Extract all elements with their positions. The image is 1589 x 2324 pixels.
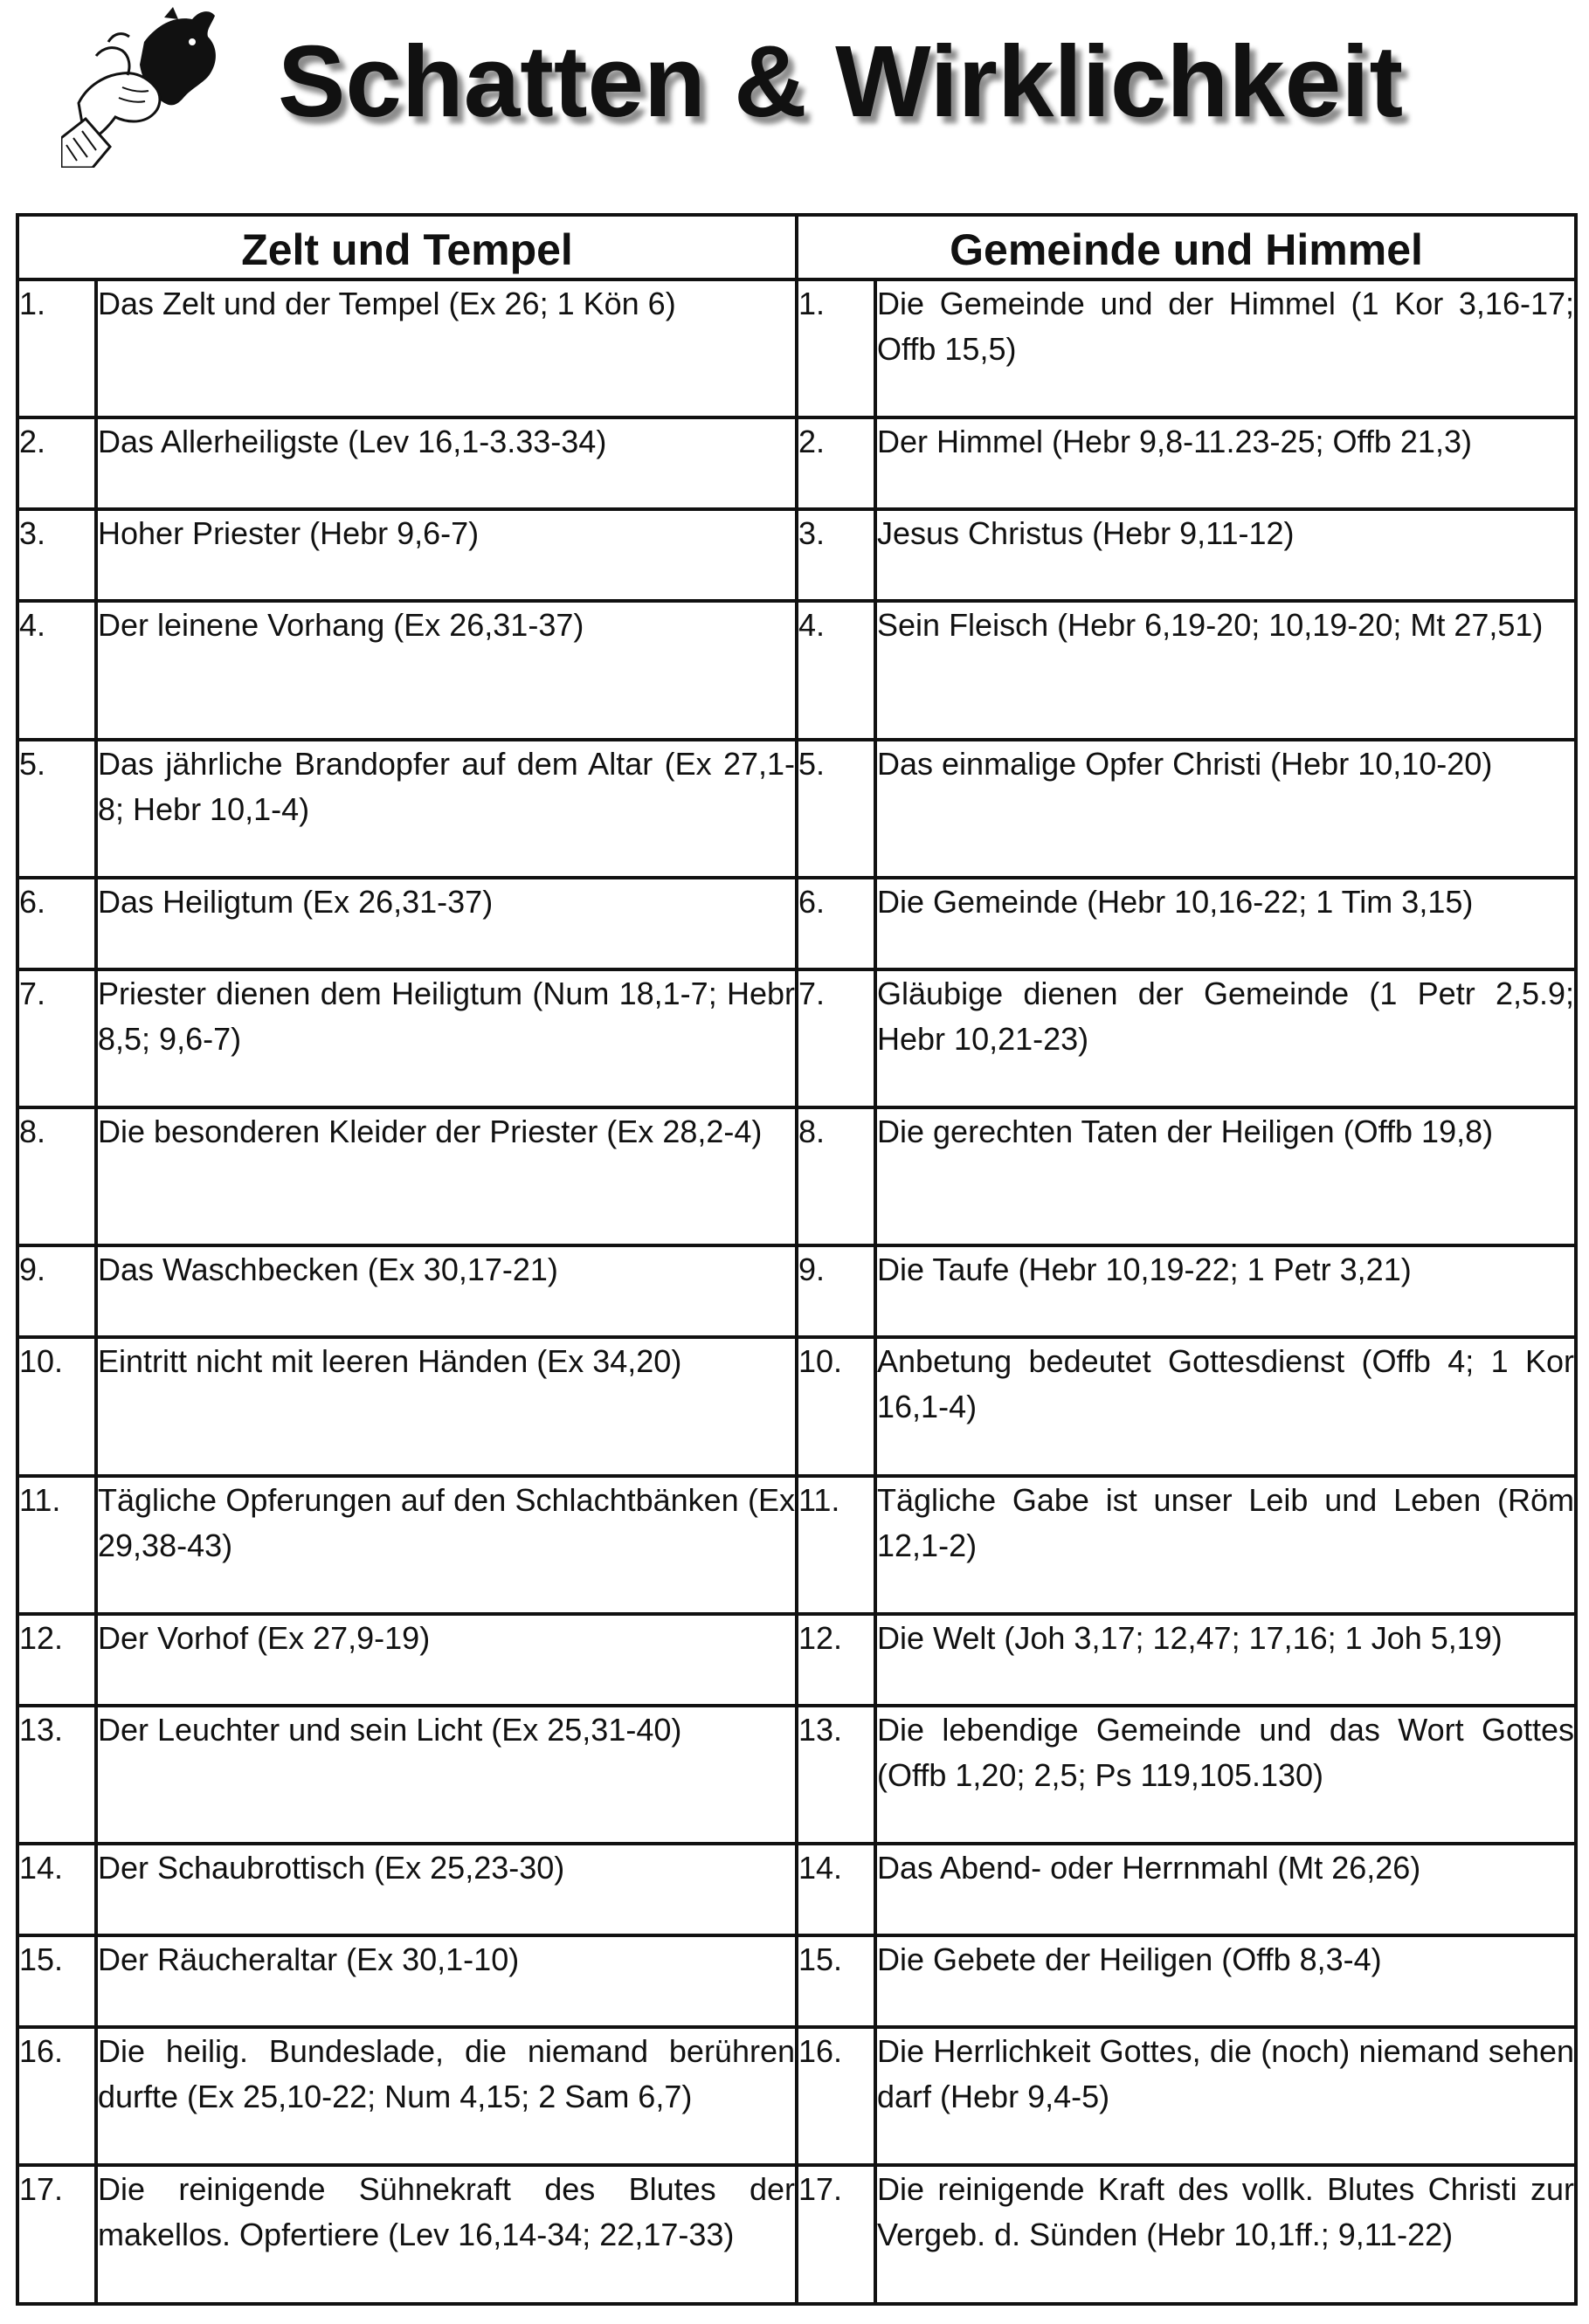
- right-text-cell: Die Gemeinde und der Himmel (1 Kor 3,16-17; Offb 15,5): [875, 279, 1576, 417]
- left-text-cell: Tägliche Opferungen auf den Schlachtbänken (Ex 29,38-43): [96, 1476, 797, 1614]
- right-number-cell: 6.: [797, 878, 875, 969]
- left-text-cell: Der Leuchter und sein Licht (Ex 25,31-40): [96, 1706, 797, 1844]
- right-number-cell: 3.: [797, 509, 875, 601]
- table-row: [17, 1476, 1576, 1614]
- left-number-cell: 3.: [17, 509, 96, 601]
- right-text-cell: Die Taufe (Hebr 10,19-22; 1 Petr 3,21): [875, 1245, 1576, 1337]
- right-text-cell: Die reinigende Kraft des vollk. Blutes Christi zur Vergeb. d. Sünden (Hebr 10,1ff.; 9,11-22): [875, 2165, 1576, 2304]
- table-header-row: [17, 215, 1576, 279]
- right-text-cell: Die Welt (Joh 3,17; 12,47; 17,16; 1 Joh 5,19): [875, 1614, 1576, 1706]
- right-number-cell: 13.: [797, 1706, 875, 1844]
- right-text-cell: Tägliche Gabe ist unser Leib und Leben (Röm 12,1-2): [875, 1476, 1576, 1614]
- right-text-cell: Sein Fleisch (Hebr 6,19-20; 10,19-20; Mt 27,51): [875, 601, 1576, 739]
- table-row: [17, 1614, 1576, 1706]
- left-text-cell: Der Schaubrottisch (Ex 25,23-30): [96, 1844, 797, 1935]
- table-row: [17, 1844, 1576, 1935]
- left-text-cell: Das jährliche Brandopfer auf dem Altar (Ex 27,1-8; Hebr 10,1-4): [96, 740, 797, 878]
- table-row: [17, 969, 1576, 1107]
- right-text-cell: Das Abend- oder Herrnmahl (Mt 26,26): [875, 1844, 1576, 1935]
- table-row: [17, 1245, 1576, 1337]
- left-number-cell: 15.: [17, 1935, 96, 2027]
- left-number-cell: 2.: [17, 417, 96, 509]
- left-text-cell: Das Zelt und der Tempel (Ex 26; 1 Kön 6): [96, 279, 797, 417]
- right-text-cell: Die Gemeinde (Hebr 10,16-22; 1 Tim 3,15): [875, 878, 1576, 969]
- right-column-header: Gemeinde und Himmel: [797, 215, 1576, 279]
- left-number-cell: 4.: [17, 601, 96, 739]
- left-text-cell: Der Vorhof (Ex 27,9-19): [96, 1614, 797, 1706]
- right-text-cell: Der Himmel (Hebr 9,8-11.23-25; Offb 21,3): [875, 417, 1576, 509]
- right-text-cell: Das einmalige Opfer Christi (Hebr 10,10-20): [875, 740, 1576, 878]
- left-text-cell: Eintritt nicht mit leeren Händen (Ex 34,20): [96, 1337, 797, 1475]
- right-number-cell: 1.: [797, 279, 875, 417]
- shadow-puppet-hands-icon: [61, 7, 218, 168]
- comparison-table: [16, 213, 1578, 2306]
- right-text-cell: Die lebendige Gemeinde und das Wort Gottes (Offb 1,20; 2,5; Ps 119,105.130): [875, 1706, 1576, 1844]
- left-text-cell: Priester dienen dem Heiligtum (Num 18,1-7; Hebr 8,5; 9,6-7): [96, 969, 797, 1107]
- left-text-cell: Die heilig. Bundeslade, die niemand berühren durfte (Ex 25,10-22; Num 4,15; 2 Sam 6,7): [96, 2027, 797, 2165]
- table-row: [17, 1935, 1576, 2027]
- right-number-cell: 9.: [797, 1245, 875, 1337]
- right-number-cell: 15.: [797, 1935, 875, 2027]
- left-number-cell: 13.: [17, 1706, 96, 1844]
- right-number-cell: 5.: [797, 740, 875, 878]
- right-number-cell: 16.: [797, 2027, 875, 2165]
- right-number-cell: 14.: [797, 1844, 875, 1935]
- left-number-cell: 5.: [17, 740, 96, 878]
- left-number-cell: 12.: [17, 1614, 96, 1706]
- right-number-cell: 8.: [797, 1107, 875, 1245]
- left-text-cell: Das Allerheiligste (Lev 16,1-3.33-34): [96, 417, 797, 509]
- left-number-cell: 9.: [17, 1245, 96, 1337]
- left-number-cell: 7.: [17, 969, 96, 1107]
- table-row: [17, 601, 1576, 739]
- table-row: [17, 1337, 1576, 1475]
- left-text-cell: Die reinigende Sühnekraft des Blutes der makellos. Opfertiere (Lev 16,14-34; 22,17-33): [96, 2165, 797, 2304]
- table-row: [17, 1107, 1576, 1245]
- left-text-cell: Hoher Priester (Hebr 9,6-7): [96, 509, 797, 601]
- right-text-cell: Die gerechten Taten der Heiligen (Offb 19,8): [875, 1107, 1576, 1245]
- table-row: [17, 2027, 1576, 2165]
- right-number-cell: 4.: [797, 601, 875, 739]
- table-row: [17, 509, 1576, 601]
- left-text-cell: Das Waschbecken (Ex 30,17-21): [96, 1245, 797, 1337]
- left-number-cell: 1.: [17, 279, 96, 417]
- right-number-cell: 2.: [797, 417, 875, 509]
- right-text-cell: Gläubige dienen der Gemeinde (1 Petr 2,5.9; Hebr 10,21-23): [875, 969, 1576, 1107]
- right-text-cell: Jesus Christus (Hebr 9,11-12): [875, 509, 1576, 601]
- left-text-cell: Die besonderen Kleider der Priester (Ex 28,2-4): [96, 1107, 797, 1245]
- table-row: [17, 417, 1576, 509]
- table-row: [17, 279, 1576, 417]
- left-number-cell: 11.: [17, 1476, 96, 1614]
- right-text-cell: Anbetung bedeutet Gottesdienst (Offb 4; 1 Kor 16,1-4): [875, 1337, 1576, 1475]
- table-row: [17, 878, 1576, 969]
- right-number-cell: 11.: [797, 1476, 875, 1614]
- page-title: Schatten & Wirklichkeit: [278, 24, 1404, 138]
- table-row: [17, 1706, 1576, 1844]
- left-text-cell: Der Räucheraltar (Ex 30,1-10): [96, 1935, 797, 2027]
- left-number-cell: 14.: [17, 1844, 96, 1935]
- right-text-cell: Die Herrlichkeit Gottes, die (noch) niemand sehen darf (Hebr 9,4-5): [875, 2027, 1576, 2165]
- left-number-cell: 17.: [17, 2165, 96, 2304]
- table-row: [17, 740, 1576, 878]
- left-number-cell: 8.: [17, 1107, 96, 1245]
- right-number-cell: 7.: [797, 969, 875, 1107]
- right-number-cell: 12.: [797, 1614, 875, 1706]
- left-number-cell: 16.: [17, 2027, 96, 2165]
- right-text-cell: Die Gebete der Heiligen (Offb 8,3-4): [875, 1935, 1576, 2027]
- table-row: [17, 2165, 1576, 2304]
- right-number-cell: 17.: [797, 2165, 875, 2304]
- table-body: [17, 279, 1576, 2304]
- left-text-cell: Der leinene Vorhang (Ex 26,31-37): [96, 601, 797, 739]
- left-number-cell: 6.: [17, 878, 96, 969]
- left-column-header: Zelt und Tempel: [17, 215, 797, 279]
- left-text-cell: Das Heiligtum (Ex 26,31-37): [96, 878, 797, 969]
- right-number-cell: 10.: [797, 1337, 875, 1475]
- left-number-cell: 10.: [17, 1337, 96, 1475]
